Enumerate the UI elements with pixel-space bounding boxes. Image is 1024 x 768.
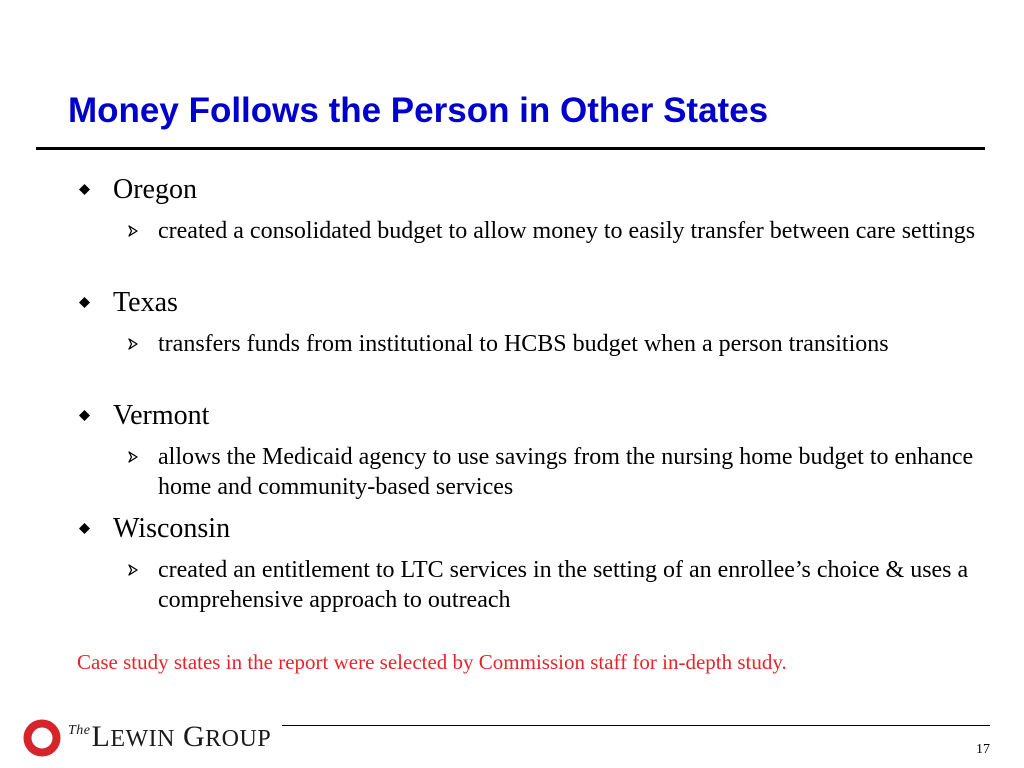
title-divider <box>36 147 985 150</box>
state-heading-wisconsin: Wisconsin <box>113 513 231 544</box>
state-detail-oregon: created a consolidated budget to allow money to easily transfer between care settings <box>158 218 976 244</box>
footer-divider <box>282 725 990 726</box>
chevron-arrow-icon <box>127 451 139 463</box>
page-number: 17 <box>976 742 990 757</box>
logo-l: L <box>91 720 111 753</box>
diamond-icon <box>79 184 90 195</box>
state-detail-wisconsin: created an entitlement to LTC services in the setting of an enrollee’s choice & uses a comprehensive approach to outreach <box>158 557 969 613</box>
state-detail-vermont: allows the Medicaid agency to use savings from the nursing home budget to enhance home and community-based services <box>158 444 974 500</box>
chevron-arrow-icon <box>127 338 139 350</box>
diamond-icon <box>79 523 90 534</box>
state-heading-texas: Texas <box>113 287 178 318</box>
diamond-icon <box>79 410 90 421</box>
logo-g: G <box>182 720 206 753</box>
state-heading-oregon: Oregon <box>113 174 197 205</box>
chevron-arrow-icon <box>127 564 139 576</box>
state-heading-vermont: Vermont <box>113 400 210 431</box>
state-detail-texas: transfers funds from institutional to HCBS budget when a person transitions <box>158 331 889 357</box>
logo-the: The <box>68 723 91 738</box>
lewin-group-logo <box>68 720 271 760</box>
slide-title: Money Follows the Person in Other States <box>68 91 769 130</box>
logo-roup: ROUP <box>205 726 272 752</box>
diamond-icon <box>79 297 90 308</box>
lewin-ring-icon <box>22 718 62 758</box>
logo-ewin: EWIN <box>110 726 175 752</box>
chevron-arrow-icon <box>127 225 139 237</box>
case-study-note: Case study states in the report were selected by Commission staff for in-depth study. <box>77 650 787 674</box>
